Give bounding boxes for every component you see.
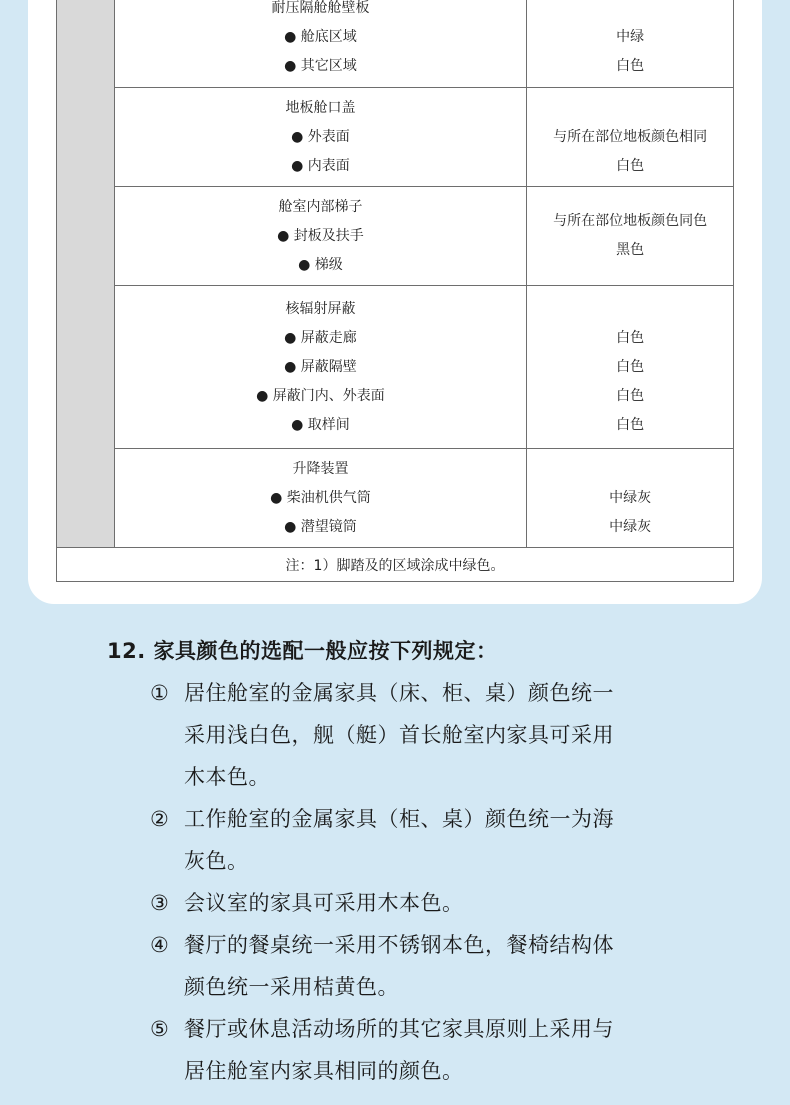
item-line: ● 柴油机供气筒 <box>270 489 371 506</box>
item-line: ● 外表面 <box>291 128 350 145</box>
rule-text: 会议室的家具可采用木本色。 <box>184 891 464 915</box>
rule-text: 餐厅的餐桌统一采用不锈钢本色，餐椅结构体 颜色统一采用桔黄色。 <box>184 933 614 999</box>
item-line: ● 梯级 <box>298 256 343 273</box>
color-line: 中绿灰 <box>609 489 652 506</box>
item-line: ● 封板及扶手 <box>277 227 364 244</box>
rule-item <box>107 798 707 882</box>
color-line: 黑色 <box>616 242 645 258</box>
color-cell <box>527 88 734 187</box>
item-cell <box>114 286 527 449</box>
item-line: 地板舱口盖 <box>285 99 356 116</box>
item-line: ● 内表面 <box>291 157 350 174</box>
item-line: ● 屏蔽隔壁 <box>284 358 357 375</box>
furniture-color-section <box>107 630 707 1092</box>
color-line <box>527 94 733 123</box>
color-line: 与所在部位地板颜色同色 <box>553 213 708 229</box>
color-cell <box>527 187 734 286</box>
item-line: ● 其它区域 <box>284 57 357 74</box>
color-line: 与所在部位地板颜色相同 <box>553 128 708 145</box>
rule-item <box>107 672 707 798</box>
item-cell <box>114 88 527 187</box>
table-note: 注：1）脚踏及的区域涂成中绿色。 <box>57 548 734 582</box>
rule-number: ③ <box>150 891 170 915</box>
color-line <box>527 455 733 484</box>
table-row <box>57 286 734 449</box>
rule-number: ② <box>150 807 170 831</box>
rule-number: ① <box>150 681 170 705</box>
rule-item <box>107 924 707 1008</box>
section-heading: 12. 家具颜色的选配一般应按下列规定： <box>107 639 498 663</box>
table-note-row <box>57 548 734 582</box>
item-line: 耐压隔舱舱壁板 <box>271 0 370 16</box>
color-cell <box>527 0 734 88</box>
table-row <box>57 187 734 286</box>
item-line: 核辐射屏蔽 <box>285 300 356 317</box>
item-line: ● 舱底区域 <box>284 28 357 45</box>
color-line: 中绿 <box>616 28 645 45</box>
color-line: 白色 <box>616 157 645 174</box>
item-line: ● 屏蔽门内、外表面 <box>256 387 385 404</box>
item-cell <box>114 449 527 548</box>
item-cell <box>114 187 527 286</box>
rule-text: 居住舱室的金属家具（床、柜、桌）颜色统一 采用浅白色，舰（艇）首长舱室内家具可采用 木本色。 <box>184 681 614 789</box>
rule-item <box>107 1008 707 1092</box>
item-cell <box>114 0 527 88</box>
category-column <box>57 0 115 548</box>
color-spec-table <box>56 0 734 582</box>
color-cell <box>527 286 734 449</box>
item-line: ● 屏蔽走廊 <box>284 329 357 346</box>
rule-number: ⑤ <box>150 1017 170 1041</box>
color-line <box>527 0 733 23</box>
rule-number: ④ <box>150 933 170 957</box>
item-line: ● 取样间 <box>291 416 350 433</box>
color-line <box>527 295 733 324</box>
color-line: 白色 <box>616 387 645 404</box>
color-line: 白色 <box>616 416 645 433</box>
rule-item <box>107 882 707 924</box>
color-line: 白色 <box>616 358 645 375</box>
color-line: 白色 <box>616 329 645 346</box>
color-line: 白色 <box>616 57 645 74</box>
table-row <box>57 88 734 187</box>
rule-text: 工作舱室的金属家具（柜、桌）颜色统一为海 灰色。 <box>184 807 614 873</box>
item-line: ● 潜望镜筒 <box>284 518 357 535</box>
item-line: 升降装置 <box>292 460 349 477</box>
item-line: 舱室内部梯子 <box>278 198 363 215</box>
table-row <box>57 449 734 548</box>
color-line: 中绿灰 <box>609 518 652 535</box>
table-row <box>57 0 734 88</box>
rule-text: 餐厅或休息活动场所的其它家具原则上采用与 居住舱室内家具相同的颜色。 <box>184 1017 614 1083</box>
color-cell <box>527 449 734 548</box>
